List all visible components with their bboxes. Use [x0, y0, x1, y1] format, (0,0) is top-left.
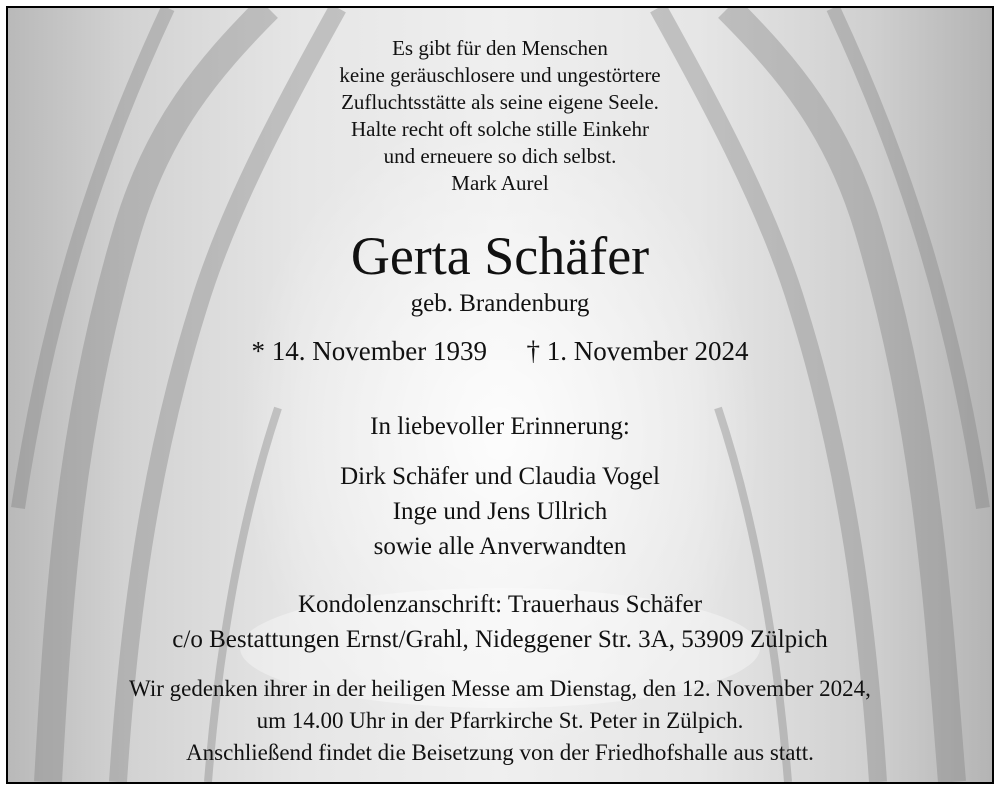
deceased-name: Gerta Schäfer: [350, 226, 650, 286]
quote-line: Halte recht oft solche stille Einkehr: [351, 117, 649, 141]
quote-line: und erneuere so dich selbst.: [383, 144, 617, 168]
condolence-address: Kondolenzanschrift: Trauerhaus Schäfer: [297, 591, 703, 618]
service-info: Wir gedenken ihrer in der heiligen Messe am Dienstag, den 12. November 2024,: [129, 676, 871, 701]
death-date: † 1. November 2024: [526, 336, 749, 366]
mourner-line: Inge und Jens Ullrich: [392, 498, 608, 525]
life-dates: [8, 336, 992, 367]
condolence-address: c/o Bestattungen Ernst/Grahl, Nideggener Str. 3A, 53909 Zülpich: [172, 626, 828, 653]
obituary-text: [8, 8, 992, 782]
service-info: Anschließend findet die Beisetzung von der Friedhofshalle aus statt.: [186, 740, 814, 765]
obituary-frame: [6, 6, 994, 784]
maiden-name: geb. Brandenburg: [410, 290, 590, 317]
quote-line: Es gibt für den Menschen: [392, 36, 608, 60]
mourner-line: Dirk Schäfer und Claudia Vogel: [340, 463, 660, 490]
quote-author: Mark Aurel: [451, 171, 549, 195]
birth-date: * 14. November 1939: [251, 336, 487, 366]
quote-line: keine geräuschlosere und ungestörtere: [339, 63, 661, 87]
service-info: um 14.00 Uhr in der Pfarrkirche St. Peter in Zülpich.: [256, 708, 744, 733]
remembrance-heading: In liebevoller Erinnerung:: [370, 413, 630, 440]
mourner-line: sowie alle Anverwandten: [373, 533, 627, 560]
quote-line: Zufluchtsstätte als seine eigene Seele.: [341, 90, 659, 114]
